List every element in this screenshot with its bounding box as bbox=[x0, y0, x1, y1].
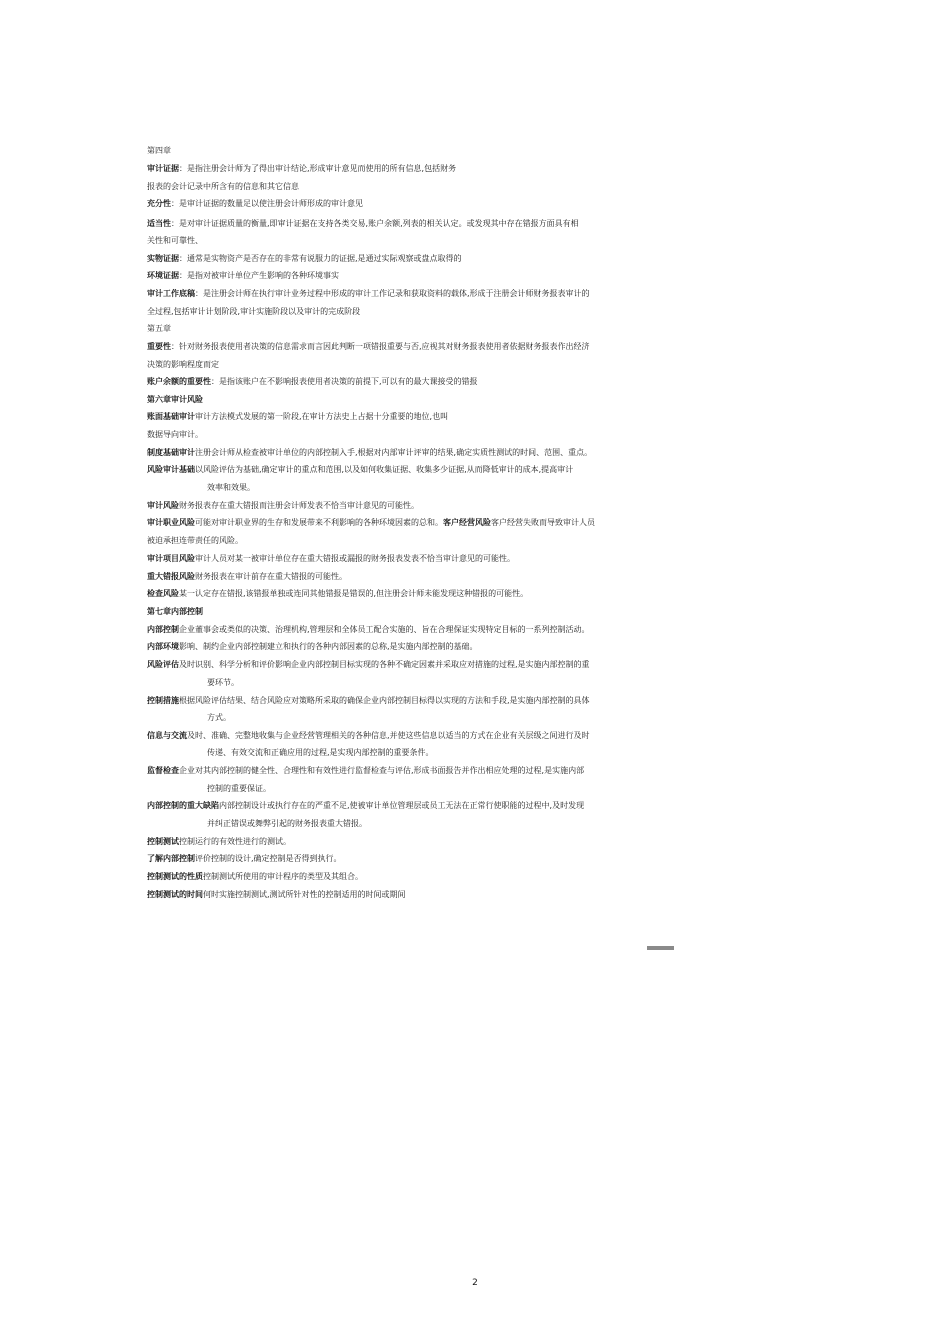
definition: 何时实施控制测试,测试所针对性的控制适用的时间或期间 bbox=[203, 890, 406, 899]
definition: 数据导向审计。 bbox=[147, 430, 203, 439]
definition: ：是指对被审计单位产生影响的各种环境事实 bbox=[179, 271, 339, 280]
term: 监督检查 bbox=[147, 766, 179, 775]
definition: ：通常是实物资产是否存在的非常有说服力的证据,是通过实际观察或盘点取得的 bbox=[179, 254, 462, 263]
term: 制度基础审计 bbox=[147, 448, 195, 457]
definition: 企业董事会或类似的决策、治理机构,管理层和全体员工配合实施的、旨在合理保证实现特定目标的一系列控制活动。 bbox=[179, 625, 590, 634]
definition: 审计方法模式发展的第一阶段,在审计方法史上占据十分重要的地位,也叫 bbox=[195, 412, 449, 421]
definition: 控制测试所使用的审计程序的类型及其组合。 bbox=[203, 872, 363, 881]
text-line bbox=[147, 199, 363, 209]
text-line bbox=[147, 501, 419, 511]
definition: 财务报表在审计前存在重大错报的可能性。 bbox=[195, 572, 347, 581]
term: 控制测试 bbox=[147, 837, 179, 846]
term: 内部环境 bbox=[147, 642, 179, 651]
text-line bbox=[207, 713, 231, 723]
text-line bbox=[147, 271, 339, 281]
text-line bbox=[207, 819, 367, 829]
definition: 根据风险评估结果、结合风险应对策略所采取的确保企业内部控制目标得以实现的方法和手段,是实施内部控制的具体 bbox=[179, 696, 590, 705]
term: 重大错报风险 bbox=[147, 572, 195, 581]
text-line bbox=[207, 483, 255, 493]
definition: ：是指该账户在不影响报表使用者决策的前提下,可以有的最大课接受的错报 bbox=[211, 377, 478, 386]
text-line bbox=[147, 731, 590, 741]
term: 充分性 bbox=[147, 199, 171, 208]
definition: ：是对审计证据质量的衡量,即审计证据在支持各类交易,账户余额,列表的相关认定。或发现其中存在错报方面具有相 bbox=[171, 219, 579, 228]
definition: 内部控制设计或执行存在的严重不足,使被审计单位管理层或员工无法在正常行使职能的过程中,及时发现 bbox=[219, 801, 585, 810]
term: 适当性 bbox=[147, 219, 171, 228]
term: 控制测试的性质 bbox=[147, 872, 203, 881]
text-line bbox=[147, 625, 590, 635]
text-line bbox=[207, 784, 271, 794]
text-line bbox=[147, 890, 406, 900]
text-line bbox=[147, 872, 363, 882]
text-line bbox=[147, 324, 171, 334]
text-line bbox=[207, 748, 434, 758]
definition: 关性和可靠性、 bbox=[147, 236, 203, 245]
definition: 及时识别、科学分析和评价影响企业内部控制目标实现的各种不确定因素并采取应对措施的过程,是实施内部控制的重 bbox=[179, 660, 590, 669]
text-line bbox=[147, 660, 590, 670]
definition: 客户经营失败而导致审计人员 bbox=[491, 518, 595, 527]
term: 控制测试的时间 bbox=[147, 890, 203, 899]
term: 客户经营风险 bbox=[443, 518, 491, 527]
text-line bbox=[147, 536, 243, 546]
definition: 全过程,包括审计计划阶段,审计实施阶段以及审计的完成阶段 bbox=[147, 307, 361, 316]
text-line bbox=[207, 678, 239, 688]
term: 审计项目风险 bbox=[147, 554, 195, 563]
text-line bbox=[147, 801, 584, 811]
definition: 影响、制约企业内部控制建立和执行的各种内部因素的总称,是实施内部控制的基础。 bbox=[179, 642, 478, 651]
definition: 审计人员对某一被审计单位存在重大错报或漏报的财务报表发表不恰当审计意见的可能性。 bbox=[195, 554, 515, 563]
term: 了解内部控制 bbox=[147, 854, 195, 863]
term: 信息与交流 bbox=[147, 731, 187, 740]
scroll-marker bbox=[647, 946, 674, 950]
term: 审计职业风险 bbox=[147, 518, 195, 527]
term: 第七章内部控制 bbox=[147, 607, 203, 616]
definition: 可能对审计职业界的生存和发展带来不利影响的各种环境因素的总和。 bbox=[195, 518, 443, 527]
definition: 控制的重要保证。 bbox=[207, 784, 271, 793]
definition: 效率和效果。 bbox=[207, 483, 255, 492]
text-line bbox=[147, 146, 171, 156]
text-line bbox=[147, 642, 478, 652]
definition: 第五章 bbox=[147, 324, 171, 333]
text-line bbox=[147, 430, 203, 440]
text-line bbox=[147, 518, 595, 528]
definition: 企业对其内部控制的健全性、合理性和有效性进行监督检查与评估,形成书面报告并作出相应处理的过程,是实施内部 bbox=[179, 766, 585, 775]
term: 审计工作底稿 bbox=[147, 289, 195, 298]
definition: 被迫承担连带责任的风险。 bbox=[147, 536, 243, 545]
text-line bbox=[147, 164, 456, 174]
definition: ：是审计证据的数量足以使注册会计师形成的审计意见 bbox=[171, 199, 363, 208]
term: 环境证据 bbox=[147, 271, 179, 280]
definition: 并纠正错误或舞弊引起的财务报表重大错报。 bbox=[207, 819, 367, 828]
text-line bbox=[147, 342, 590, 352]
term: 控制措施 bbox=[147, 696, 179, 705]
text-line bbox=[147, 182, 299, 192]
text-line bbox=[147, 360, 219, 370]
definition: 第四章 bbox=[147, 146, 171, 155]
text-line bbox=[147, 572, 347, 582]
text-line bbox=[147, 589, 528, 599]
text-line bbox=[147, 837, 291, 847]
term: 实物证据 bbox=[147, 254, 179, 263]
definition: ：针对财务报表使用者决策的信息需求而言因此判断一项错报重要与否,应视其对财务报表使用者依据财务报表作出经济 bbox=[171, 342, 590, 351]
text-line bbox=[147, 254, 462, 264]
text-line bbox=[147, 696, 590, 706]
term: 风险评估 bbox=[147, 660, 179, 669]
text-line bbox=[147, 465, 573, 475]
definition: 报表的会计记录中所含有的信息和其它信息 bbox=[147, 182, 299, 191]
term: 重要性 bbox=[147, 342, 171, 351]
term: 第六章审计风险 bbox=[147, 395, 203, 404]
definition: 决策的影响程度而定 bbox=[147, 360, 219, 369]
definition: 方式。 bbox=[207, 713, 231, 722]
term: 内部控制的重大缺陷 bbox=[147, 801, 219, 810]
text-line bbox=[147, 377, 478, 387]
definition: 要环节。 bbox=[207, 678, 239, 687]
text-line bbox=[147, 412, 448, 422]
text-line bbox=[147, 236, 203, 246]
text-line bbox=[147, 766, 584, 776]
term: 检查风险 bbox=[147, 589, 179, 598]
definition: 控制运行的有效性进行的测试。 bbox=[179, 837, 291, 846]
text-line bbox=[147, 289, 590, 299]
definition: 及时、准确、完整地收集与企业经营管理相关的各种信息,并使这些信息以适当的方式在企业有关层级之间进行及时 bbox=[187, 731, 590, 740]
definition: 以风险评估为基础,确定审计的重点和范围,以及如何收集证据、收集多少证据,从而降低审计的成本,提高审计 bbox=[195, 465, 574, 474]
page-number: 2 bbox=[472, 1278, 478, 1288]
term: 账户余额的重要性 bbox=[147, 377, 211, 386]
text-line bbox=[147, 395, 203, 405]
definition: 某一认定存在错报,该错报单独或连同其他错报是错误的,但注册会计师未能发现这种错报的可能性。 bbox=[179, 589, 529, 598]
term: 内部控制 bbox=[147, 625, 179, 634]
text-line bbox=[147, 554, 515, 564]
term: 账面基础审计 bbox=[147, 412, 195, 421]
definition: 传递、有效交流和正确应用的过程,是实现内部控制的重要条件。 bbox=[207, 748, 434, 757]
text-line bbox=[147, 307, 360, 317]
term: 审计风险 bbox=[147, 501, 179, 510]
definition: ：是指注册会计师为了得出审计结论,形成审计意见而使用的所有信息,包括财务 bbox=[179, 164, 457, 173]
definition: 评价控制的设计,确定控制是否得到执行。 bbox=[195, 854, 342, 863]
text-line bbox=[147, 219, 579, 229]
term: 风险审计基础 bbox=[147, 465, 195, 474]
definition: 注册会计师从检查被审计单位的内部控制入手,根据对内部审计评审的结果,确定实质性测试的时间、范围、重点。 bbox=[195, 448, 593, 457]
text-line bbox=[147, 448, 592, 458]
term: 审计证据 bbox=[147, 164, 179, 173]
definition: 财务报表存在重大错报而注册会计师发表不恰当审计意见的可能性。 bbox=[179, 501, 419, 510]
definition: ：是注册会计师在执行审计业务过程中形成的审计工作记录和获取资料的载体,形成于注册会计师财务报表审计的 bbox=[195, 289, 590, 298]
text-line bbox=[147, 607, 203, 617]
text-line bbox=[147, 854, 342, 864]
